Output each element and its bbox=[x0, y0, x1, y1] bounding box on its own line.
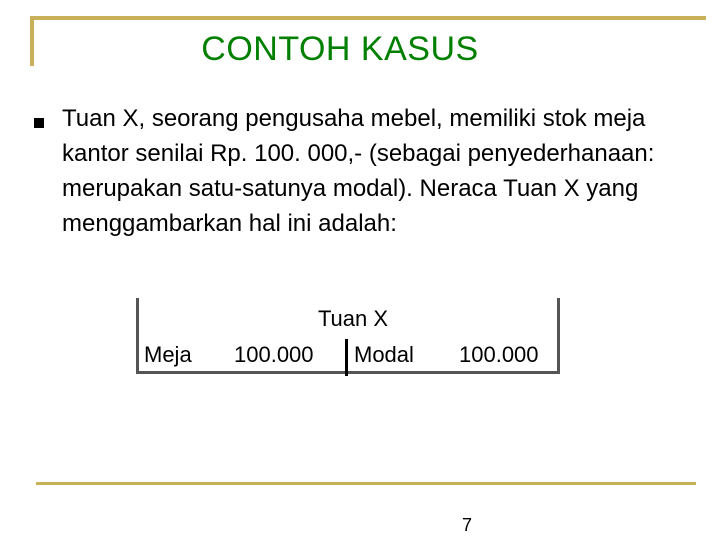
debit-label: Meja bbox=[144, 342, 192, 367]
credit-value: 100.000 bbox=[459, 342, 539, 367]
slide-title: CONTOH KASUS bbox=[201, 30, 479, 68]
frame-left-rule bbox=[30, 16, 34, 66]
frame-top-rule bbox=[32, 16, 706, 20]
frame-bottom-rule bbox=[36, 482, 696, 485]
bullet-square-icon bbox=[34, 118, 44, 128]
t-account-right-border bbox=[557, 298, 560, 374]
page-number: 7 bbox=[462, 515, 473, 535]
bullet-text: Tuan X, seorang pengusaha mebel, memiliki stok meja kantor senilai Rp. 100. 000,- (sebagai penyederhanaan: merupakan satu-satunya modal). Neraca Tuan X yang menggambarkan hal ini adalah: bbox=[62, 105, 655, 237]
t-account-title: Tuan X bbox=[317, 306, 389, 331]
debit-value: 100.000 bbox=[234, 342, 314, 367]
t-account-divider bbox=[345, 339, 348, 376]
t-account-left-border bbox=[136, 298, 139, 374]
t-account-bottom-border bbox=[136, 371, 560, 374]
credit-label: Modal bbox=[354, 342, 414, 367]
